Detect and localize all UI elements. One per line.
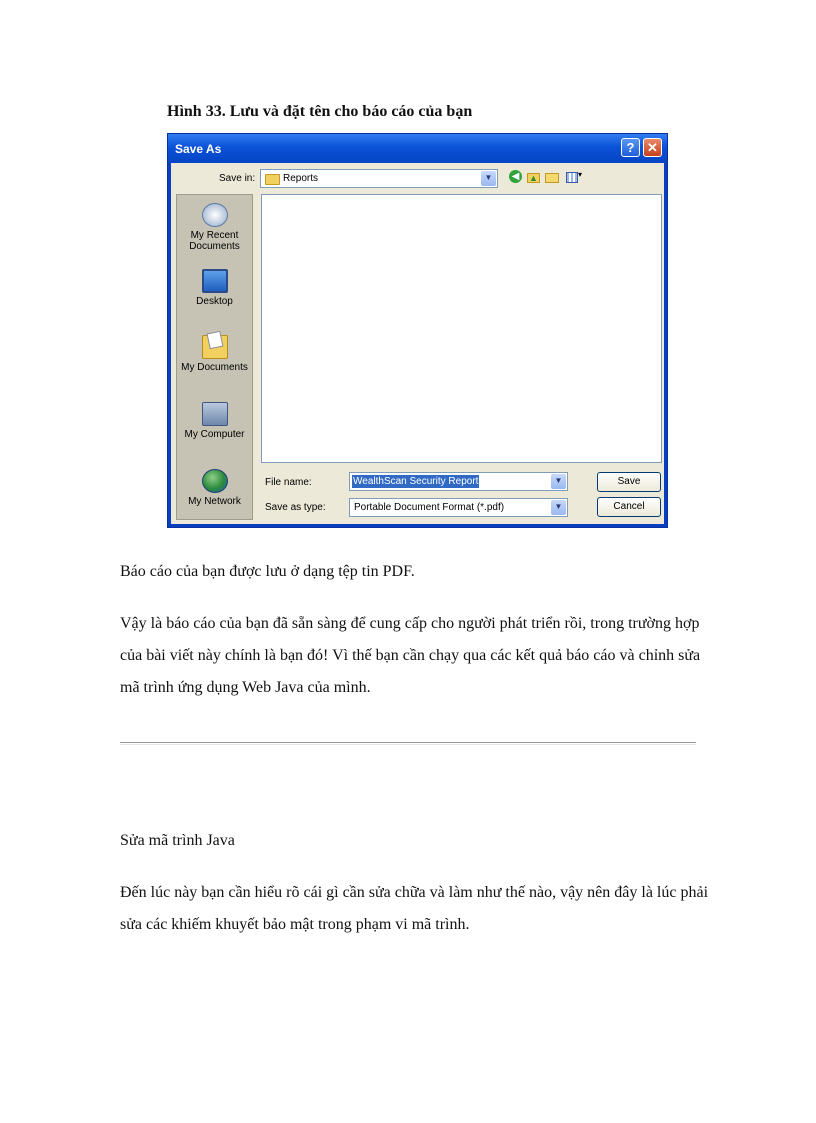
save-button[interactable]: Save [597,472,661,492]
file-list-pane[interactable] [261,194,662,463]
views-menu-icon[interactable]: ▾ [566,170,582,186]
paragraph-report-ready: Vậy là báo cáo của bạn đã sẵn sàng để cung cấp cho người phát triển rồi, trong trường hợp của bài viết này chính là bạn đó! Vì thế bạn cần chạy qua các kết quả báo cáo và chỉnh sửa mã trình ứng dụng Web Java của mình. [120,615,701,696]
place-label: My Recent [190,230,239,241]
my-network-icon [202,469,228,493]
dialog-body [171,163,664,524]
place-my-recent-documents[interactable] [177,203,252,252]
place-my-network[interactable] [177,469,252,507]
chevron-down-icon[interactable]: ▼ [551,474,566,489]
recent-documents-icon [202,203,228,227]
paragraph-pdf-saved: Báo cáo của bạn được lưu ở dạng tệp tin PDF. [120,563,415,580]
save-as-dialog [167,133,668,528]
save-as-type-dropdown[interactable] [349,498,568,517]
save-as-type-value: Portable Document Format (*.pdf) [354,502,505,513]
figure-caption: Hình 33. Lưu và đặt tên cho báo cáo của bạn [167,103,473,120]
my-computer-icon [202,402,228,426]
new-folder-icon[interactable] [545,170,561,186]
file-name-field[interactable] [349,472,568,491]
place-label: Desktop [196,296,233,307]
file-name-label: File name: [265,477,312,488]
save-as-type-label: Save as type: [265,502,326,513]
paragraph-fix-code: Đến lúc này bạn cần hiểu rõ cái gì cần sửa chữa và làm như thế nào, vậy nên đây là lúc phải sửa các khiếm khuyết bảo mật trong phạm vi mã trình. [120,884,709,933]
save-in-dropdown[interactable] [260,169,498,188]
chevron-down-icon[interactable]: ▼ [551,500,566,515]
save-in-label: Save in: [219,173,256,184]
place-label-line2: Documents [189,241,240,252]
save-in-value: Reports [283,173,319,184]
place-my-computer[interactable] [177,402,252,440]
back-icon[interactable]: ◀ [509,170,525,186]
my-documents-icon [202,335,228,359]
dialog-titlebar[interactable] [168,134,667,163]
dialog-title: Save As [175,142,222,156]
help-button[interactable]: ? [621,138,640,157]
file-name-value[interactable]: WealthScan Security Report [353,476,479,487]
close-button[interactable]: ✕ [643,138,662,157]
place-label: My Computer [184,429,245,440]
places-bar [176,194,253,520]
place-my-documents[interactable] [177,335,252,373]
horizontal-divider [120,742,696,745]
up-folder-icon[interactable]: ▲ [527,170,543,186]
chevron-down-icon[interactable]: ▼ [481,171,496,186]
cancel-button[interactable]: Cancel [597,497,661,517]
place-label: My Documents [181,362,248,373]
folder-icon [265,174,280,185]
desktop-icon [202,269,228,293]
place-desktop[interactable] [177,269,252,307]
place-label: My Network [188,496,241,507]
section-heading: Sửa mã trình Java [120,832,235,849]
